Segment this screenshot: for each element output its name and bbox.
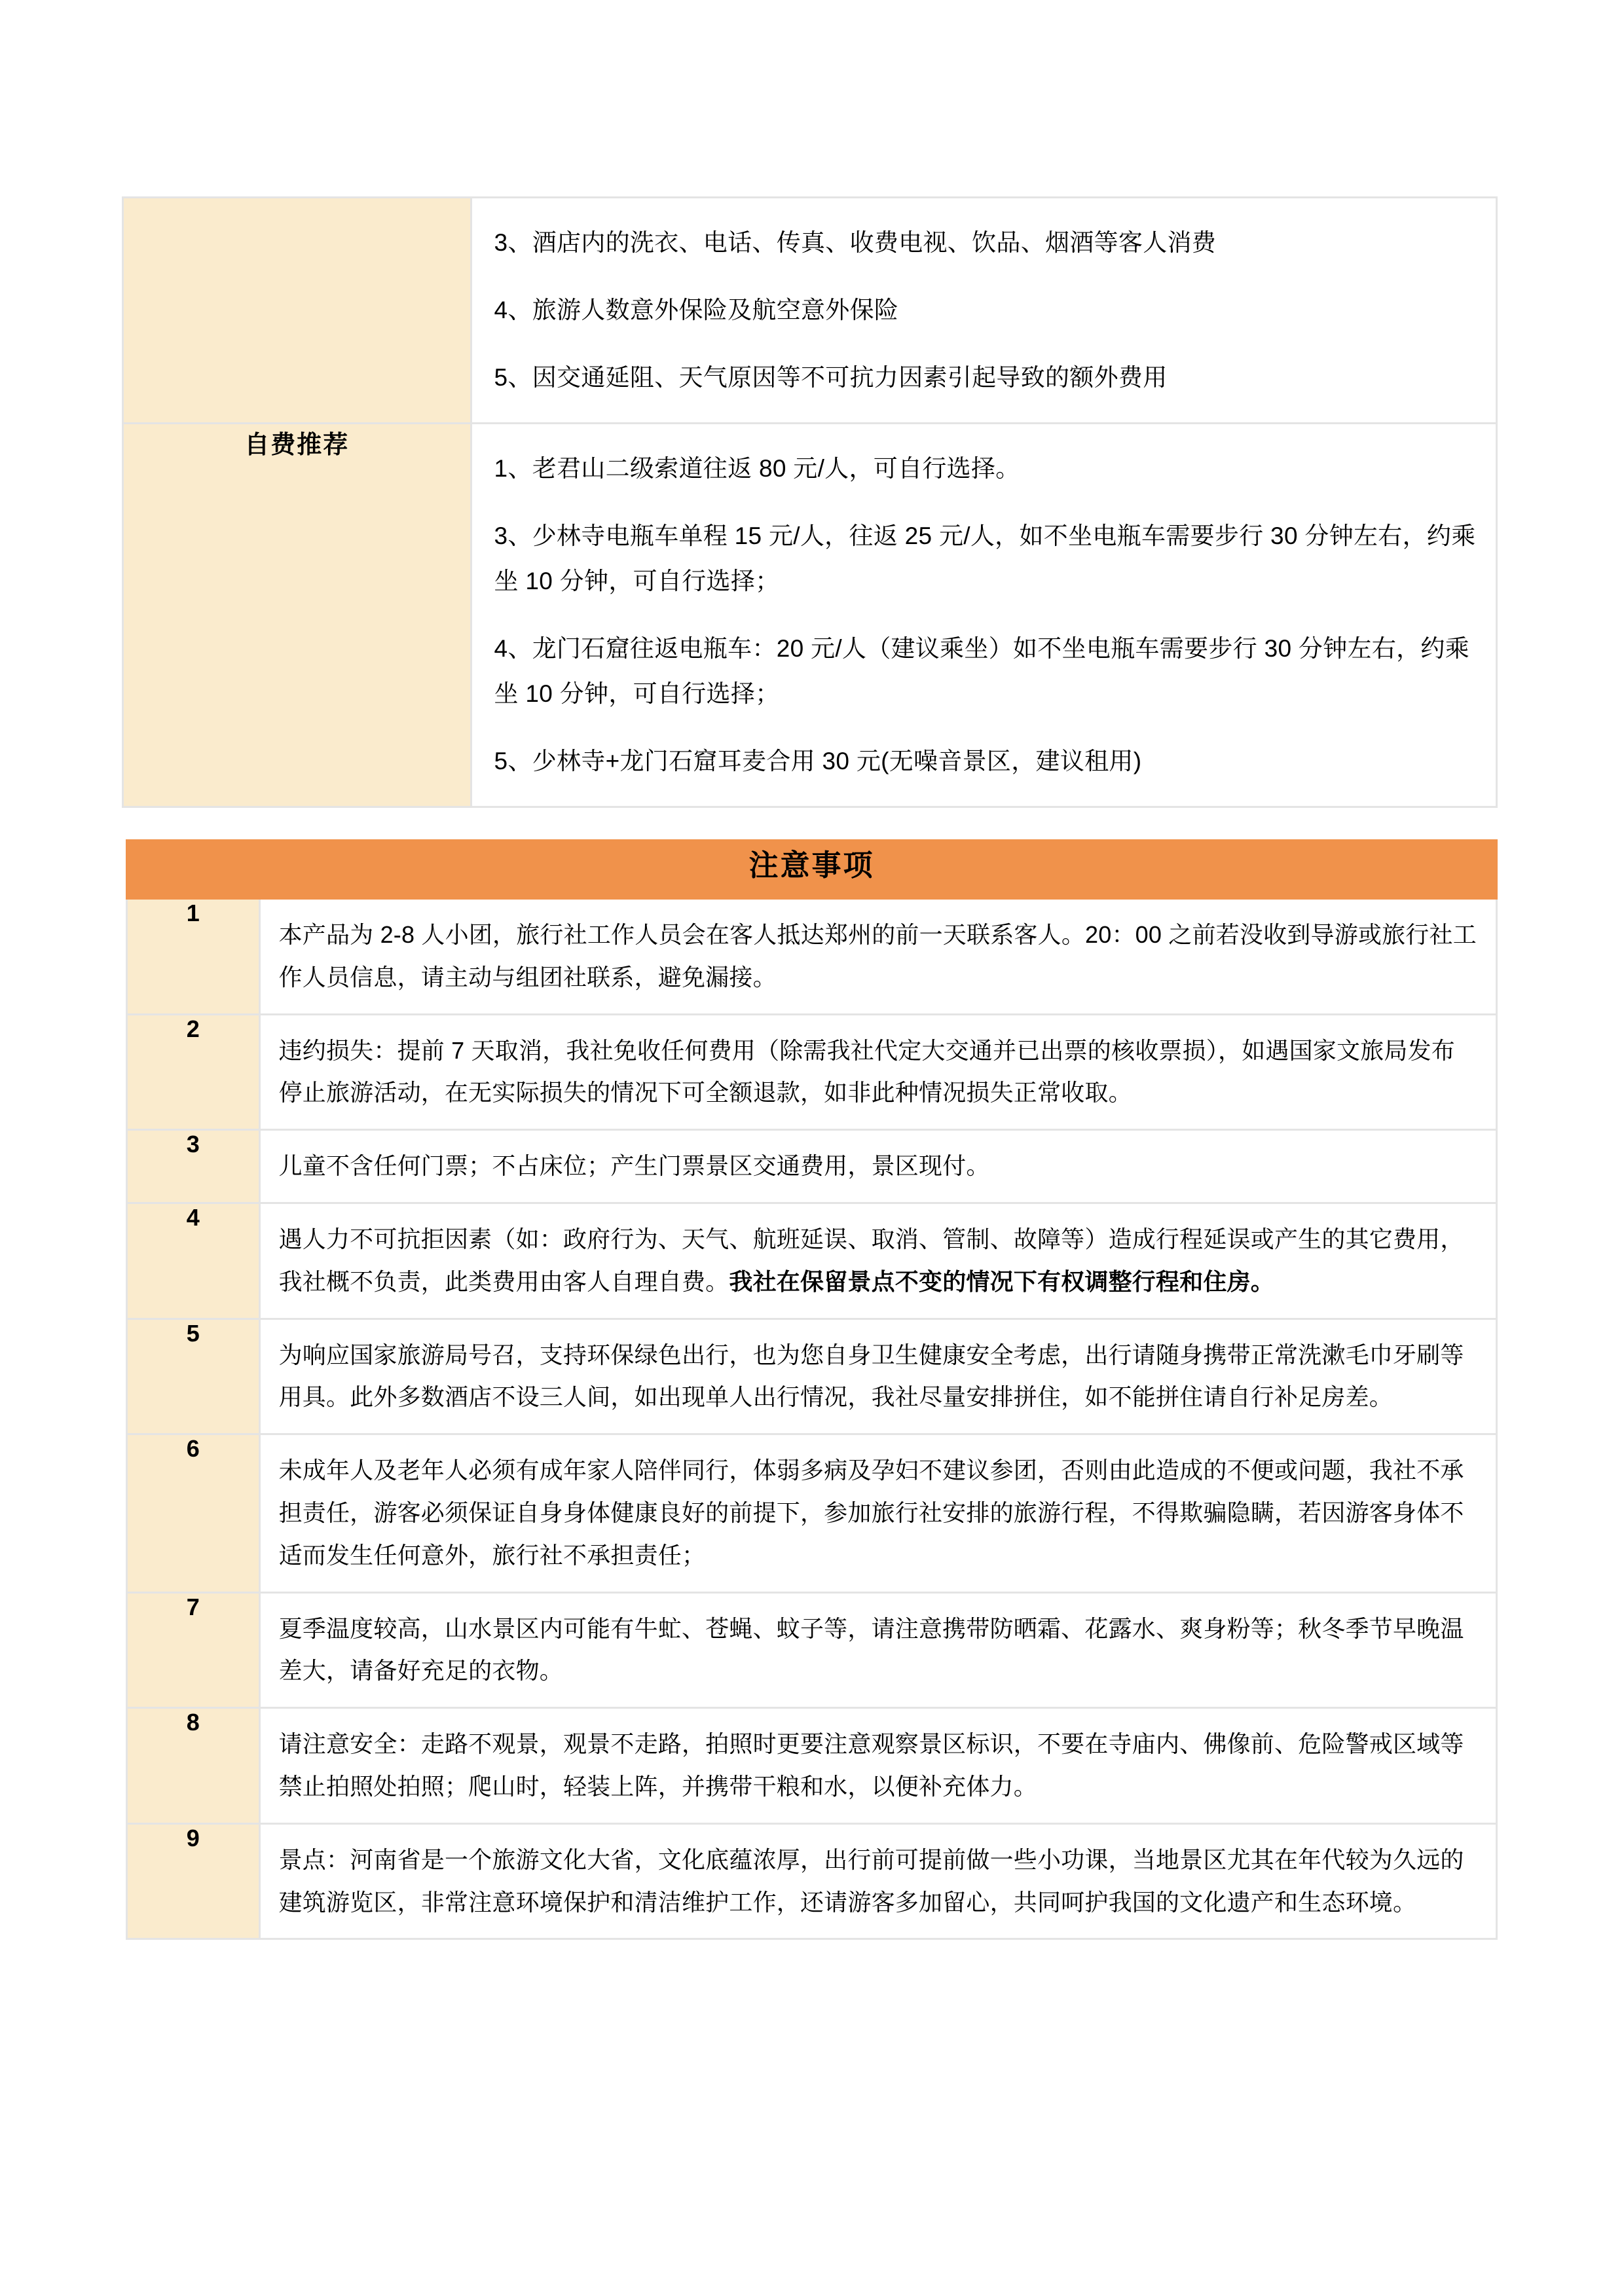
cost-item: 5、少林寺+龙门石窟耳麦合用 30 元(无噪音景区，建议租用) [494, 747, 1142, 774]
notice-number: 8 [126, 1709, 261, 1825]
table-row [126, 900, 1498, 1015]
table-row [126, 1131, 1498, 1204]
notice-number: 9 [126, 1825, 261, 1941]
cost-item: 5、因交通延阻、天气原因等不可抗力因素引起导致的额外费用 [494, 363, 1168, 391]
cost-row-label [122, 196, 472, 424]
notice-number: 6 [126, 1435, 261, 1593]
notice-content [261, 1015, 1498, 1131]
cost-table [122, 196, 1498, 808]
table-row [122, 424, 1498, 808]
table-row [126, 1825, 1498, 1941]
notice-text-normal: 为响应国家旅游局号召，支持环保绿色出行，也为您自身卫生健康安全考虑，出行请随身携带正常洗漱毛巾牙刷等用具。此外多数酒店不设三人间，如出现单人出行情况，我社尽量安排拼住，如不能拼住请自行补足房差。 [278, 1341, 1464, 1411]
cost-item: 4、龙门石窟往返电瓶车：20 元/人（建议乘坐）如不坐电瓶车需要步行 30 分钟左右，约乘坐 10 分钟，可自行选择； [494, 634, 1470, 707]
table-row [126, 1015, 1498, 1131]
notice-text-normal: 请注意安全：走路不观景，观景不走路，拍照时更要注意观察景区标识，不要在寺庙内、佛像前、危险警戒区域等禁止拍照处拍照；爬山时，轻装上阵，并携带干粮和水，以便补充体力。 [278, 1730, 1464, 1800]
table-row [122, 196, 1498, 424]
cost-table-body [122, 196, 1498, 808]
notice-content [261, 1594, 1498, 1709]
notice-text [279, 1145, 1477, 1188]
notice-text [279, 914, 1477, 999]
notice-text-normal: 本产品为 2-8 人小团，旅行社工作人员会在客人抵达郑州的前一天联系客人。20：00 之前若没收到导游或旅行社工作人员信息，请主动与组团社联系，避免漏接。 [278, 921, 1477, 991]
notice-number: 1 [126, 900, 261, 1015]
table-row [126, 1435, 1498, 1593]
cost-row-content [472, 424, 1498, 808]
notice-number: 5 [126, 1320, 261, 1436]
cost-row-content [472, 196, 1498, 424]
notice-table [126, 839, 1498, 1940]
notice-text [279, 1449, 1477, 1576]
notice-header [126, 839, 1498, 900]
notice-content [261, 1825, 1498, 1941]
page-title: 注意事项 [748, 848, 875, 882]
table-row [126, 1320, 1498, 1436]
notice-text [279, 1030, 1477, 1115]
notice-number: 7 [126, 1594, 261, 1709]
notice-content [261, 1131, 1498, 1204]
notice-text [279, 1723, 1477, 1808]
notice-number: 3 [126, 1131, 261, 1204]
notice-text-normal: 夏季温度较高，山水景区内可能有牛虻、苍蝇、蚊子等，请注意携带防晒霜、花露水、爽身粉等；秋冬季节早晚温差大，请备好充足的衣物。 [278, 1614, 1464, 1685]
notice-table-body [126, 839, 1498, 1940]
notice-content [261, 900, 1498, 1015]
notice-text-normal: 景点：河南省是一个旅游文化大省，文化底蕴浓厚，出行前可提前做一些小功课，当地景区尤其在年代较为久远的建筑游览区，非常注意环境保护和清洁维护工作，还请游客多加留心，共同呵护我国的文化遗产和生态环境。 [278, 1846, 1464, 1916]
notice-text-normal: 儿童不含任何门票；不占床位；产生门票景区交通费用，景区现付。 [278, 1152, 990, 1180]
notice-number: 4 [126, 1204, 261, 1320]
cost-item: 4、旅游人数意外保险及航空意外保险 [494, 296, 899, 323]
cost-item: 3、少林寺电瓶车单程 15 元/人，往返 25 元/人，如不坐电瓶车需要步行 30 分钟左右，约乘坐 10 分钟，可自行选择； [494, 522, 1476, 595]
notice-content [261, 1709, 1498, 1825]
cost-item: 3、酒店内的洗衣、电话、传真、收费电视、饮品、烟酒等客人消费 [494, 229, 1217, 256]
notice-text-normal: 遇人力不可抗拒因素（如：政府行为、天气、航班延误、取消、管制、故障等）造成行程延误或产生的其它费用，我社概不负责，此类费用由客人自理自费。 [278, 1225, 1464, 1295]
table-row [126, 1204, 1498, 1320]
notice-text [279, 1334, 1477, 1419]
table-row [126, 1594, 1498, 1709]
cost-item: 1、老君山二级索道往返 80 元/人，可自行选择。 [494, 455, 1020, 483]
notice-content [261, 1320, 1498, 1436]
notice-text [279, 1218, 1477, 1303]
cost-row-label: 自费推荐 [122, 424, 472, 808]
notice-number: 2 [126, 1015, 261, 1131]
notice-text-normal: 违约损失：提前 7 天取消，我社免收任何费用（除需我社代定大交通并已出票的核收票损），如遇国家文旅局发布停止旅游活动，在无实际损失的情况下可全额退款，如非此种情况损失正常收取。 [278, 1036, 1456, 1106]
notice-header-row [126, 839, 1498, 900]
notice-text-normal: 未成年人及老年人必须有成年家人陪伴同行，体弱多病及孕妇不建议参团，否则由此造成的不便或问题，我社不承担责任，游客必须保证自身身体健康良好的前提下，参加旅行社安排的旅游行程，不得欺骗隐瞒，若因游客身体不适而发生任何意外，旅行社不承担责任； [278, 1457, 1464, 1569]
table-row [126, 1709, 1498, 1825]
notice-content [261, 1435, 1498, 1593]
notice-text [279, 1839, 1477, 1924]
notice-content [261, 1204, 1498, 1320]
notice-text [279, 1608, 1477, 1693]
notice-text-bold: 我社在保留景点不变的情况下有权调整行程和住房。 [729, 1267, 1274, 1295]
